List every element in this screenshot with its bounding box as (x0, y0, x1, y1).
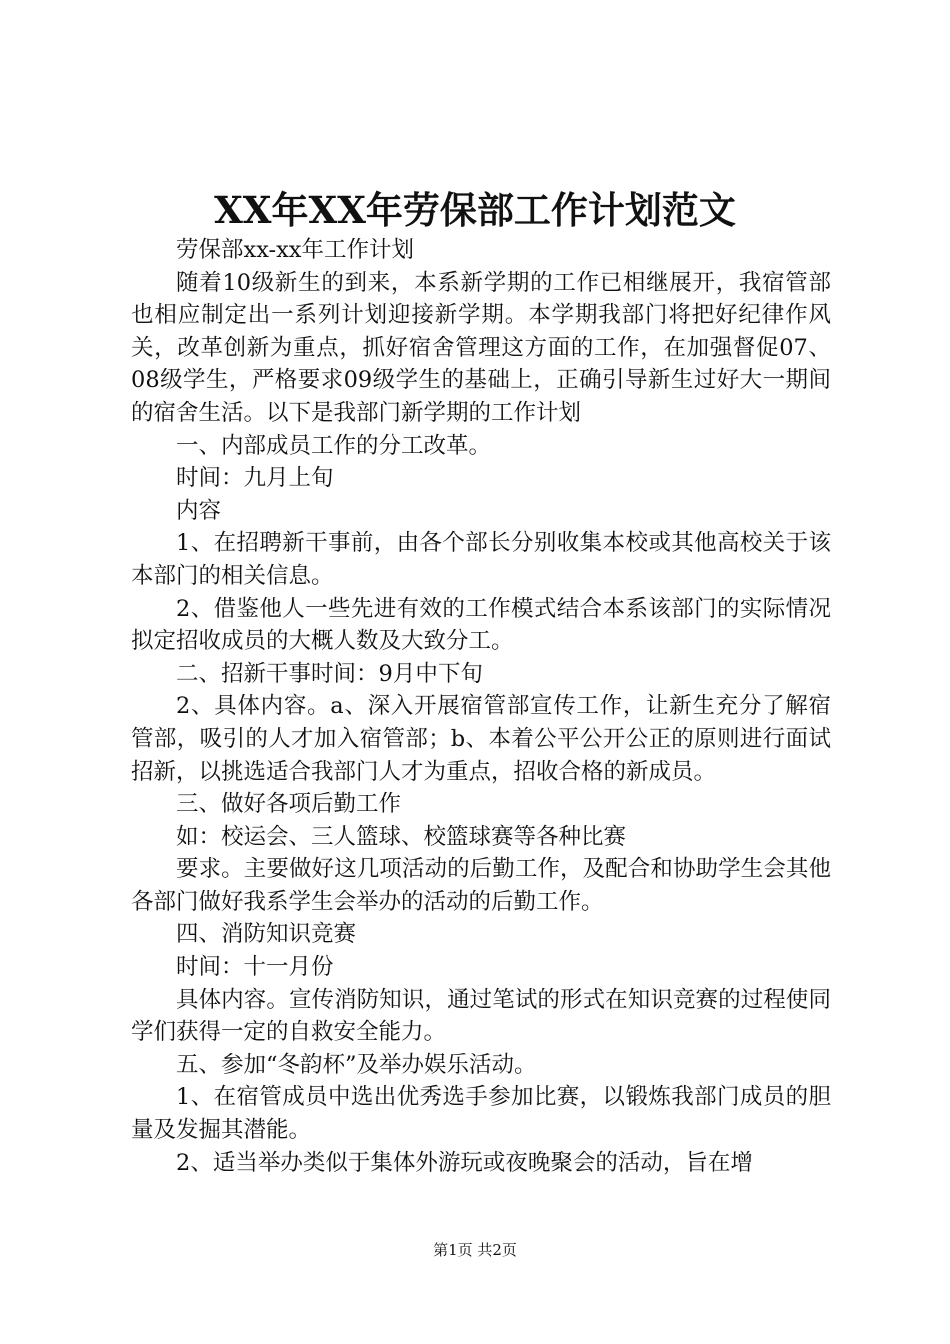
section-heading: 四、消防知识竞赛 (176, 921, 357, 948)
page-footer: 第1页 共2页 (433, 1241, 517, 1259)
paragraph: 随着10级新生的到来，本系新学期的工作已相继展开，我宿管部也相应制定出一系列计划迎接新学期。本学期我部门将把好纪律作风关，改革创新为重点，抓好宿舍管理这方面的工作，在加强督促07、08级学生，严格要求09级学生的基础上，正确引导新生过好大一期间的宿舍生活。以下是我部门新学期的工作计划 (131, 269, 831, 426)
paragraph: 2、适当举办类似于集体外游玩或夜晚聚会的活动，旨在增 (176, 1149, 753, 1176)
paragraph: 时间：九月上旬 (176, 465, 334, 492)
section-heading: 二、招新干事时间：9月中下旬 (176, 660, 483, 687)
paragraph: 如：校运会、三人篮球、校篮球赛等各种比赛 (176, 823, 627, 850)
paragraph: 要求。主要做好这几项活动的后勤工作，及配合和协助学生会其他各部门做好我系学生会举办的活动的后勤工作。 (131, 856, 831, 915)
document-title: XX年XX年劳保部工作计划范文 (214, 188, 736, 232)
paragraph: 1、在宿管成员中选出优秀选手参加比赛，以锻炼我部门成员的胆量及发掘其潜能。 (131, 1084, 831, 1144)
document-body (131, 234, 831, 1179)
section-heading: 三、做好各项后勤工作 (176, 791, 402, 818)
section-heading: 一、内部成员工作的分工改革。 (176, 432, 492, 459)
paragraph: 2、借鉴他人一些先进有效的工作模式结合本系该部门的实际情况拟定招收成员的大概人数及大致分工。 (131, 595, 831, 655)
paragraph: 时间：十一月份 (176, 954, 334, 981)
paragraph: 2、具体内容。a、深入开展宿管部宣传工作，让新生充分了解宿管部，吸引的人才加入宿管部；b、本着公平公开公正的原则进行面试招新，以挑选适合我部门人才为重点，招收合格的新成员。 (131, 693, 831, 785)
paragraph: 具体内容。宣传消防知识，通过笔试的形式在知识竞赛的过程使同学们获得一定的自救安全能力。 (131, 986, 831, 1046)
paragraph: 劳保部xx-xx年工作计划 (176, 237, 414, 263)
paragraph: 内容 (176, 497, 222, 524)
section-heading: 五、参加“冬韵杯”及举办娱乐活动。 (176, 1051, 537, 1078)
paragraph: 1、在招聘新干事前，由各个部长分别收集本校或其他高校关于该本部门的相关信息。 (131, 530, 831, 589)
